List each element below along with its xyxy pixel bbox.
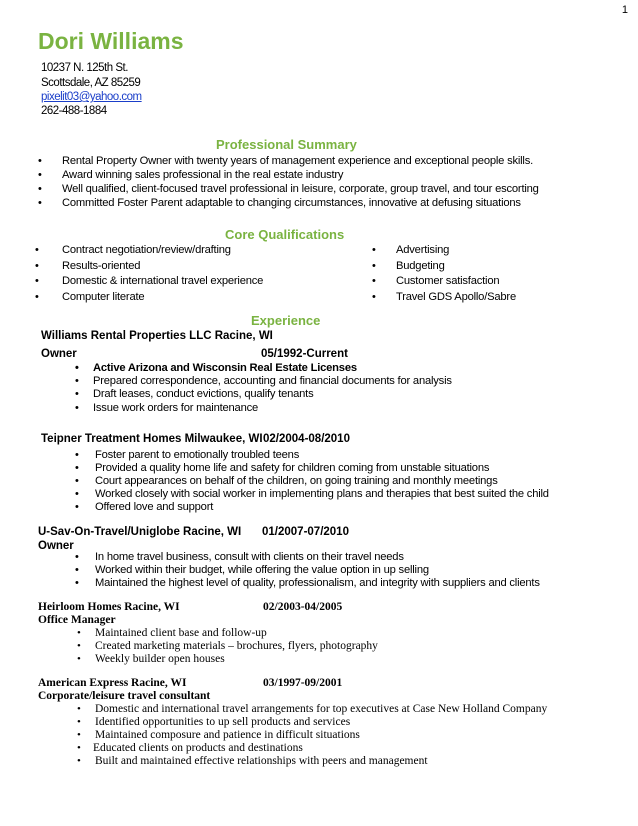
city-state-zip: Scottsdale, AZ 85259 — [41, 77, 141, 89]
list-item: • Created marketing materials – brochures, flyers, photography — [77, 640, 378, 652]
list-item: • Maintained client base and follow-up — [77, 627, 267, 639]
bullet-icon: • — [77, 716, 81, 728]
list-item: • Built and maintained effective relationships with peers and management — [77, 755, 428, 767]
bullet-icon: • — [77, 755, 81, 767]
list-item: • Draft leases, conduct evictions, qualify tenants — [75, 388, 314, 400]
list-item: • Offered love and support — [75, 501, 214, 513]
bullet-icon: • — [372, 260, 376, 272]
bullet-icon: • — [35, 275, 39, 287]
job-dates: 02/2004-08/2010 — [263, 433, 350, 445]
bullet-icon: • — [38, 197, 42, 209]
job-company: American Express Racine, WI — [38, 677, 187, 689]
bullet-icon: • — [77, 703, 81, 715]
bullet-icon: • — [77, 653, 81, 665]
job-dates: 02/2003-04/2005 — [263, 601, 343, 613]
bullet-icon: • — [372, 244, 376, 256]
bullet-icon: • — [75, 362, 79, 374]
bullet-icon: • — [75, 462, 79, 474]
list-item: • Domestic & international travel experience — [35, 275, 264, 287]
email-link[interactable]: pixelit03@yahoo.com — [41, 91, 142, 103]
experience-heading: Experience — [251, 313, 321, 328]
bullet-icon: • — [35, 244, 39, 256]
list-item: • Provided a quality home life and safety for children coming from unstable situations — [75, 462, 490, 474]
job-dates: 01/2007-07/2010 — [262, 526, 349, 538]
list-item: • Advertising — [372, 244, 450, 256]
bullet-icon: • — [77, 627, 81, 639]
phone-number: 262-488-1884 — [41, 105, 107, 117]
bullet-icon: • — [35, 291, 39, 303]
bullet-icon: • — [75, 501, 79, 513]
job-company: U-Sav-On-Travel/Uniglobe Racine, WI — [38, 526, 242, 538]
list-item: • Budgeting — [372, 260, 445, 272]
bullet-icon: • — [75, 564, 79, 576]
list-item: • Educated clients on products and destinations — [77, 742, 303, 754]
bullet-icon: • — [75, 551, 79, 563]
list-item: • Award winning sales professional in the real estate industry — [38, 169, 344, 181]
bullet-icon: • — [77, 742, 81, 754]
bullet-icon: • — [75, 388, 79, 400]
list-item: • Domestic and international travel arrangements for top executives at Case New Holland Company — [77, 703, 548, 715]
bullet-icon: • — [75, 375, 79, 387]
job-role: Owner — [38, 540, 74, 552]
list-item: • Worked closely with social worker in implementing plans and therapies that best suited the child — [75, 488, 549, 500]
bullet-icon: • — [75, 449, 79, 461]
job-dates: 03/1997-09/2001 — [263, 677, 343, 689]
list-item: • Travel GDS Apollo/Sabre — [372, 291, 516, 303]
resume-name: Dori Williams — [38, 28, 184, 54]
bullet-icon: • — [75, 402, 79, 414]
core-qualifications-heading: Core Qualifications — [225, 227, 345, 242]
list-item: • Weekly builder open houses — [77, 653, 225, 665]
bullet-icon: • — [75, 475, 79, 487]
page-number: 1 — [621, 4, 628, 16]
list-item: • Court appearances on behalf of the children, on going training and monthly meetings — [75, 475, 498, 487]
bullet-icon: • — [77, 640, 81, 652]
street-address: 10237 N. 125th St. — [41, 62, 128, 74]
list-item: • Active Arizona and Wisconsin Real Estate Licenses — [75, 362, 357, 374]
job-role: Corporate/leisure travel consultant — [38, 690, 211, 702]
bullet-icon: • — [372, 291, 376, 303]
list-item: • Issue work orders for maintenance — [75, 402, 259, 414]
list-item: • Worked within their budget, while offering the value option in up selling — [75, 564, 429, 576]
professional-summary-heading: Professional Summary — [216, 137, 357, 152]
job-company: Heirloom Homes Racine, WI — [38, 601, 180, 613]
list-item: • Computer literate — [35, 291, 145, 303]
bullet-icon: • — [38, 155, 42, 167]
list-item: • Results-oriented — [35, 260, 141, 272]
job-dates: 05/1992-Current — [261, 348, 348, 360]
list-item: • Well qualified, client-focused travel professional in leisure, corporate, group travel, and tour escorting — [38, 183, 539, 195]
job-role: Office Manager — [38, 614, 116, 626]
list-item: • Customer satisfaction — [372, 275, 500, 287]
job-company: Williams Rental Properties LLC Racine, WI — [41, 330, 273, 342]
bullet-icon: • — [38, 169, 42, 181]
bullet-icon: • — [38, 183, 42, 195]
list-item: • Prepared correspondence, accounting and financial documents for analysis — [75, 375, 452, 387]
bullet-icon: • — [372, 275, 376, 287]
list-item: • Contract negotiation/review/drafting — [35, 244, 231, 256]
list-item: • Committed Foster Parent adaptable to changing circumstances, innovative at defusing situations — [38, 197, 521, 209]
job-company: Teipner Treatment Homes Milwaukee, WI — [41, 433, 263, 445]
job-role: Owner — [41, 348, 77, 360]
list-item: • Rental Property Owner with twenty years of management experience and exceptional people skills. — [38, 155, 534, 167]
list-item: • Maintained composure and patience in difficult situations — [77, 729, 360, 741]
list-item: • Identified opportunities to up sell products and services — [77, 716, 351, 728]
bullet-icon: • — [35, 260, 39, 272]
list-item: • Maintained the highest level of quality, professionalism, and integrity with suppliers and clients — [75, 577, 540, 589]
bullet-icon: • — [75, 488, 79, 500]
bullet-icon: • — [75, 577, 79, 589]
list-item: • Foster parent to emotionally troubled teens — [75, 449, 300, 461]
list-item: • In home travel business, consult with clients on their travel needs — [75, 551, 404, 563]
bullet-icon: • — [77, 729, 81, 741]
